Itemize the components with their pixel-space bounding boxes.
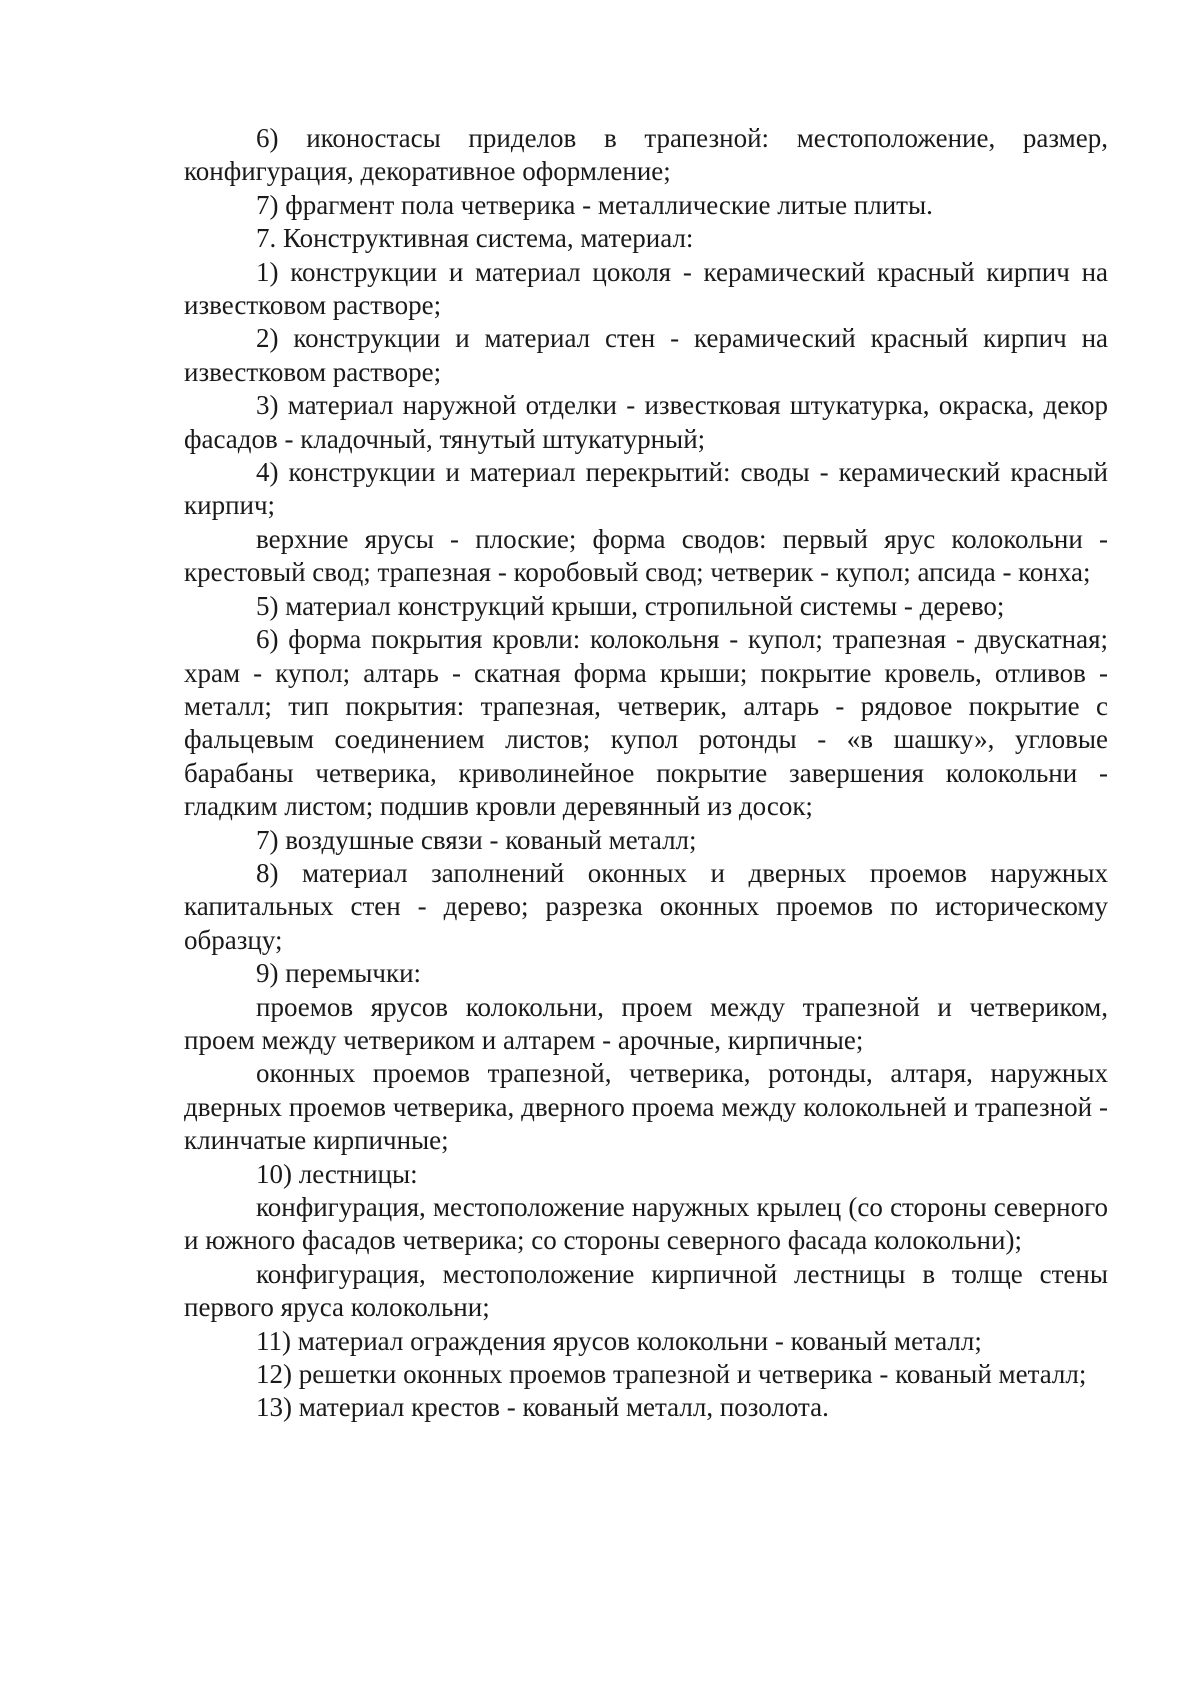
paragraph: 7) фрагмент пола четверика - металлические литые плиты. [256, 189, 933, 220]
paragraph: конфигурация, местоположение наружных крылец (со стороны северного и южного фасадов четверика; со стороны северного фасада колокольни); [184, 1192, 1108, 1256]
section-heading: 7. Конструктивная система, материал: [256, 223, 694, 254]
document-body [184, 122, 1108, 1425]
paragraph: 12) решетки оконных проемов трапезной и четверика - кованый металл; [256, 1359, 1087, 1390]
paragraph: 6) форма покрытия кровли: колокольня - купол; трапезная - двускатная; храм - купол; алтарь - скатная форма крыши; покрытие кровель, отливов - металл; тип покрытия: трапезная, четверик, алтарь - рядовое покрытие с фальцевым соединением листов; купол ротонды - «в шашку», угловые барабаны четверика, криволинейное покрытие завершения колокольни - гладким листом; подшив кровли деревянный из досок; [184, 624, 1108, 822]
paragraph: конфигурация, местоположение кирпичной лестницы в толще стены первого яруса колокольни; [184, 1258, 1108, 1323]
paragraph: оконных проемов трапезной, четверика, ротонды, алтаря, наружных дверных проемов четверика, дверного проема между колокольней и трапезной - клинчатые кирпичные; [184, 1058, 1108, 1156]
paragraph: верхние ярусы - плоские; форма сводов: первый ярус колокольни - крестовый свод; трапезная - коробовый свод; четверик - купол; апсида - конха; [184, 523, 1108, 588]
paragraph: 10) лестницы: [256, 1158, 418, 1189]
paragraph: 7) воздушные связи - кованый металл; [256, 824, 697, 855]
paragraph: проемов ярусов колокольни, проем между трапезной и четвериком, проем между четвериком и алтарем - арочные, кирпичные; [184, 991, 1108, 1055]
paragraph: 3) материал наружной отделки - известковая штукатурка, окраска, декор фасадов - кладочный, тянутый штукатурный; [184, 390, 1108, 454]
paragraph: 5) материал конструкций крыши, стропильной системы - дерево; [256, 590, 1005, 621]
paragraph: 6) иконостасы приделов в трапезной: местоположение, размер, конфигурация, декоративное оформление; [184, 123, 1108, 187]
paragraph: 4) конструкции и материал перекрытий: своды - керамический красный кирпич; [184, 457, 1108, 521]
paragraph: 2) конструкции и материал стен - керамический красный кирпич на известковом растворе; [184, 323, 1108, 387]
paragraph: 13) материал крестов - кованый металл, позолота. [256, 1392, 829, 1423]
paragraph: 9) перемычки: [256, 958, 422, 989]
paragraph: 8) материал заполнений оконных и дверных проемов наружных капитальных стен - дерево; разрезка оконных проемов по историческому образцу; [184, 857, 1108, 955]
paragraph: 1) конструкции и материал цоколя - керамический красный кирпич на известковом растворе; [184, 256, 1108, 321]
paragraph: 11) материал ограждения ярусов колокольни - кованый металл; [256, 1325, 982, 1356]
